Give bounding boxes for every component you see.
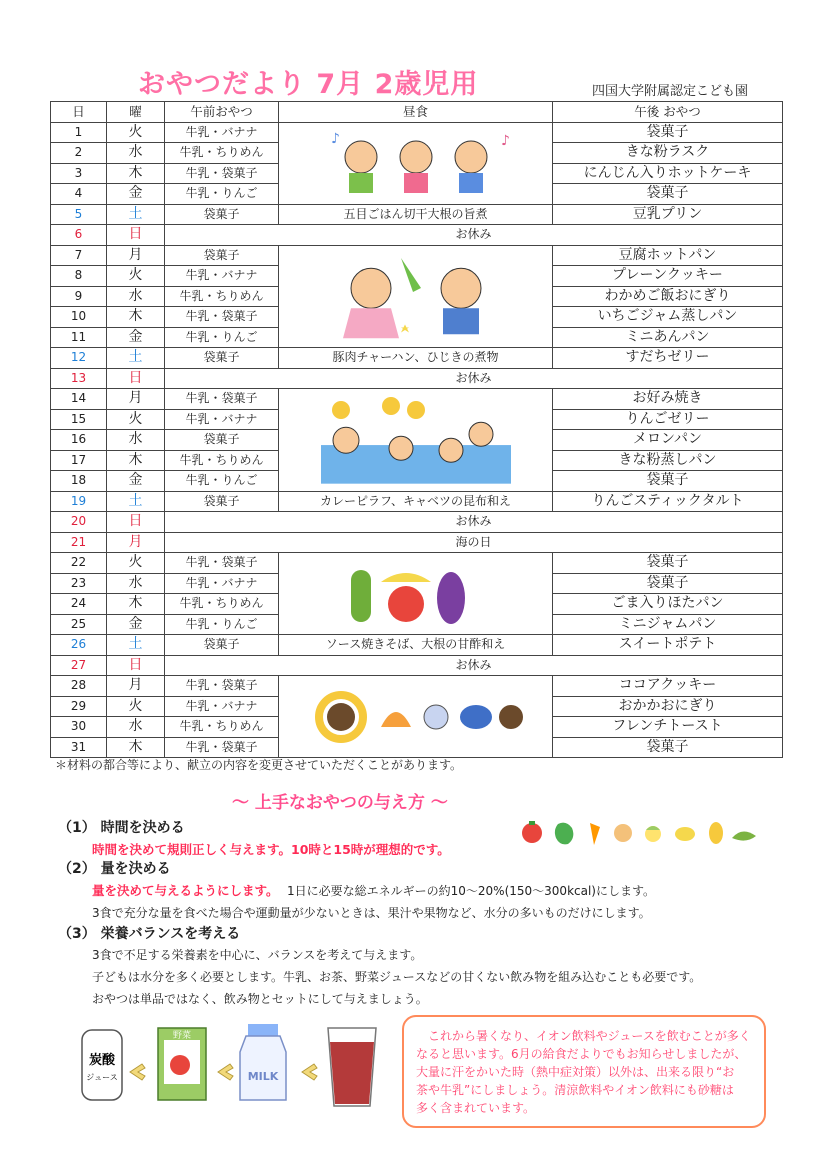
table-row-sunday	[51, 368, 783, 389]
afternoon-snack: おかかおにぎり	[553, 696, 783, 717]
morning-snack: 牛乳・ちりめん	[165, 143, 279, 164]
day-number: 11	[51, 327, 107, 348]
day-number: 1	[51, 122, 107, 143]
weekday: 金	[107, 327, 165, 348]
afternoon-snack: ココアクッキー	[553, 676, 783, 697]
weekday: 木	[107, 450, 165, 471]
day-number: 15	[51, 409, 107, 430]
column-header: 午前おやつ	[165, 102, 279, 123]
holiday-label: お休み	[165, 655, 783, 676]
day-number: 6	[51, 225, 107, 246]
advice-line-2: なると思います。6月の給食だよりでもお知らせしましたが、	[416, 1047, 747, 1061]
box-label: 野菜	[172, 1031, 192, 1041]
drinks-illustration	[80, 1020, 380, 1115]
day-number: 13	[51, 368, 107, 389]
day-number: 20	[51, 512, 107, 533]
afternoon-snack: すだちゼリー	[553, 348, 783, 369]
afternoon-snack: 袋菓子	[553, 573, 783, 594]
morning-snack: 牛乳・バナナ	[165, 266, 279, 287]
morning-snack: 牛乳・バナナ	[165, 696, 279, 717]
table-row	[51, 122, 783, 143]
afternoon-snack: ミニジャムパン	[553, 614, 783, 635]
table-row-sunday	[51, 512, 783, 533]
morning-snack: 袋菓子	[165, 204, 279, 225]
table-row	[51, 389, 783, 410]
advice-line-5: 多く含まれています。	[416, 1101, 536, 1115]
milk-bottle-cap-icon	[248, 1024, 278, 1036]
afternoon-snack: 袋菓子	[553, 737, 783, 758]
summer-items-illustration	[279, 676, 553, 758]
section-3-line-1: 3食で不足する栄養素を中心に、バランスを考えて与えます。	[92, 948, 423, 962]
day-number: 24	[51, 594, 107, 615]
weekday: 土	[107, 204, 165, 225]
weekday: 月	[107, 389, 165, 410]
vegetables-illustration	[520, 818, 760, 848]
afternoon-snack: りんごスティックタルト	[553, 491, 783, 512]
lunch: 五目ごはん切干大根の旨煮	[279, 204, 553, 225]
morning-snack: 牛乳・ちりめん	[165, 717, 279, 738]
weekday: 火	[107, 553, 165, 574]
weekday: 火	[107, 266, 165, 287]
day-number: 26	[51, 635, 107, 656]
lunch: ソース焼きそば、大根の甘酢和え	[279, 635, 553, 656]
morning-snack: 牛乳・りんご	[165, 471, 279, 492]
change-note: ＊材料の都合等により、献立の内容を変更させていただくことがあります。	[55, 758, 463, 772]
drink-advice-box	[402, 1015, 766, 1128]
afternoon-snack: 袋菓子	[553, 184, 783, 205]
weekday: 月	[107, 532, 165, 553]
afternoon-snack: 豆乳プリン	[553, 204, 783, 225]
weekday: 日	[107, 368, 165, 389]
morning-snack: 牛乳・バナナ	[165, 409, 279, 430]
weekday: 日	[107, 225, 165, 246]
weekday: 月	[107, 245, 165, 266]
weekday: 木	[107, 737, 165, 758]
weekday: 月	[107, 676, 165, 697]
day-number: 23	[51, 573, 107, 594]
column-header: 昼食	[279, 102, 553, 123]
day-number: 29	[51, 696, 107, 717]
section-2-line: 3食で充分な量を食べた場合や運動量が少ないときは、果汁や果物など、水分の多いものだけにします。	[92, 906, 651, 920]
section-3-line-2: 子どもは水分を多く必要とします。牛乳、お茶、野菜ジュースなどの甘くない飲み物を組み込むことも必要です。	[92, 970, 702, 984]
section-3-line-3: おやつは単品ではなく、飲み物とセットにして与えましょう。	[92, 992, 428, 1006]
morning-snack: 袋菓子	[165, 430, 279, 451]
day-number: 10	[51, 307, 107, 328]
table-row-saturday	[51, 491, 783, 512]
afternoon-snack: いちごジャム蒸しパン	[553, 307, 783, 328]
page-title: おやつだより 7月 2歳児用	[138, 69, 479, 100]
afternoon-snack: りんごゼリー	[553, 409, 783, 430]
table-row-saturday	[51, 635, 783, 656]
morning-snack: 牛乳・ちりめん	[165, 450, 279, 471]
section-1-highlight: 時間を決めて規則正しく与えます。10時と15時が理想的です。	[92, 842, 450, 857]
guide-title: ～ 上手なおやつの与え方 ～	[232, 793, 448, 813]
afternoon-snack: 袋菓子	[553, 122, 783, 143]
weekday: 日	[107, 655, 165, 676]
column-header: 午後 おやつ	[553, 102, 783, 123]
weekday: 水	[107, 717, 165, 738]
day-number: 30	[51, 717, 107, 738]
day-number: 14	[51, 389, 107, 410]
weekday: 火	[107, 696, 165, 717]
day-number: 12	[51, 348, 107, 369]
weekday: 火	[107, 409, 165, 430]
section-1-heading: （1） 時間を決める	[58, 820, 185, 836]
morning-snack: 牛乳・袋菓子	[165, 676, 279, 697]
morning-snack: 牛乳・袋菓子	[165, 389, 279, 410]
advice-line-4: 茶や牛乳”にしましょう。清涼飲料やイオン飲料にも砂糖は	[416, 1083, 734, 1097]
day-number: 31	[51, 737, 107, 758]
morning-snack: 牛乳・袋菓子	[165, 163, 279, 184]
table-row	[51, 553, 783, 574]
table-row	[51, 245, 783, 266]
weekday: 土	[107, 348, 165, 369]
can-label-1: 炭酸	[88, 1053, 116, 1068]
morning-snack: 牛乳・りんご	[165, 614, 279, 635]
lunch: 豚肉チャーハン、ひじきの煮物	[279, 348, 553, 369]
weekday: 火	[107, 122, 165, 143]
afternoon-snack: メロンパン	[553, 430, 783, 451]
holiday-label: お休み	[165, 225, 783, 246]
day-number: 19	[51, 491, 107, 512]
day-number: 7	[51, 245, 107, 266]
weekday: 木	[107, 163, 165, 184]
day-number: 27	[51, 655, 107, 676]
day-number: 25	[51, 614, 107, 635]
svg-text:♪: ♪	[330, 131, 340, 147]
afternoon-snack: ごま入りほたパン	[553, 594, 783, 615]
morning-snack: 牛乳・ちりめん	[165, 286, 279, 307]
morning-snack: 牛乳・ちりめん	[165, 594, 279, 615]
weekday: 水	[107, 286, 165, 307]
weekday: 土	[107, 635, 165, 656]
table-row-sunday	[51, 225, 783, 246]
day-number: 21	[51, 532, 107, 553]
day-number: 22	[51, 553, 107, 574]
weekday: 木	[107, 594, 165, 615]
kids-singing-illustration	[279, 122, 553, 204]
morning-snack: 袋菓子	[165, 635, 279, 656]
advice-line-1: これから暑くなり、イオン飲料やジュースを飲むことが多く	[428, 1029, 751, 1043]
day-number: 28	[51, 676, 107, 697]
weekday: 金	[107, 184, 165, 205]
afternoon-snack: 袋菓子	[553, 553, 783, 574]
afternoon-snack: プレーンクッキー	[553, 266, 783, 287]
day-number: 17	[51, 450, 107, 471]
holiday-label: 海の日	[165, 532, 783, 553]
morning-snack: 牛乳・袋菓子	[165, 307, 279, 328]
day-number: 16	[51, 430, 107, 451]
table-row-saturday	[51, 348, 783, 369]
weekday: 金	[107, 614, 165, 635]
afternoon-snack: スイートポテト	[553, 635, 783, 656]
section-2-highlight: 量を決めて与えるようにします。	[92, 883, 279, 898]
column-header: 日	[51, 102, 107, 123]
can-label-2: ジュース	[86, 1073, 118, 1082]
tanabata-illustration	[279, 245, 553, 348]
weekday: 金	[107, 471, 165, 492]
advice-line-3: 大量に汗をかいた時（熱中症対策）以外は、出来る限り“お	[416, 1065, 735, 1079]
table-row	[51, 676, 783, 697]
afternoon-snack: にんじん入りホットケーキ	[553, 163, 783, 184]
morning-snack: 牛乳・バナナ	[165, 573, 279, 594]
day-number: 4	[51, 184, 107, 205]
table-row-holiday	[51, 532, 783, 553]
morning-snack: 牛乳・バナナ	[165, 122, 279, 143]
afternoon-snack: きな粉蒸しパン	[553, 450, 783, 471]
holiday-label: お休み	[165, 512, 783, 533]
afternoon-snack: 袋菓子	[553, 471, 783, 492]
day-number: 5	[51, 204, 107, 225]
day-number: 9	[51, 286, 107, 307]
morning-snack: 袋菓子	[165, 245, 279, 266]
section-2-heading: （2） 量を決める	[58, 861, 171, 877]
school-name: 四国大学附属認定こども園	[592, 84, 749, 99]
section-3-heading: （3） 栄養バランスを考える	[58, 926, 241, 942]
afternoon-snack: フレンチトースト	[553, 717, 783, 738]
afternoon-snack: わかめご飯おにぎり	[553, 286, 783, 307]
section-2-text: 1日に必要な総エネルギーの約10～20%(150～300kcal)にします。	[287, 884, 656, 898]
morning-snack: 袋菓子	[165, 491, 279, 512]
day-number: 2	[51, 143, 107, 164]
lunch: カレーピラフ、キャベツの昆布和え	[279, 491, 553, 512]
afternoon-snack: 豆腐ホットパン	[553, 245, 783, 266]
holiday-label: お休み	[165, 368, 783, 389]
weekday: 水	[107, 573, 165, 594]
afternoon-snack: きな粉ラスク	[553, 143, 783, 164]
day-number: 18	[51, 471, 107, 492]
svg-text:♪: ♪	[500, 133, 510, 149]
afternoon-snack: ミニあんパン	[553, 327, 783, 348]
table-header-row	[51, 102, 783, 123]
morning-snack: 牛乳・袋菓子	[165, 737, 279, 758]
afternoon-snack: お好み焼き	[553, 389, 783, 410]
column-header: 曜	[107, 102, 165, 123]
weekday: 木	[107, 307, 165, 328]
table-row-sunday	[51, 655, 783, 676]
table-row-saturday	[51, 204, 783, 225]
weekday: 土	[107, 491, 165, 512]
day-number: 3	[51, 163, 107, 184]
morning-snack: 牛乳・袋菓子	[165, 553, 279, 574]
morning-snack: 袋菓子	[165, 348, 279, 369]
bottle-label: MILK	[247, 1070, 279, 1083]
weekday: 水	[107, 143, 165, 164]
day-number: 8	[51, 266, 107, 287]
weekday: 日	[107, 512, 165, 533]
sunflower-kids-illustration	[279, 389, 553, 492]
vegetables-characters-illustration	[279, 553, 553, 635]
weekday: 水	[107, 430, 165, 451]
morning-snack: 牛乳・りんご	[165, 184, 279, 205]
snack-menu-table	[50, 101, 783, 758]
morning-snack: 牛乳・りんご	[165, 327, 279, 348]
